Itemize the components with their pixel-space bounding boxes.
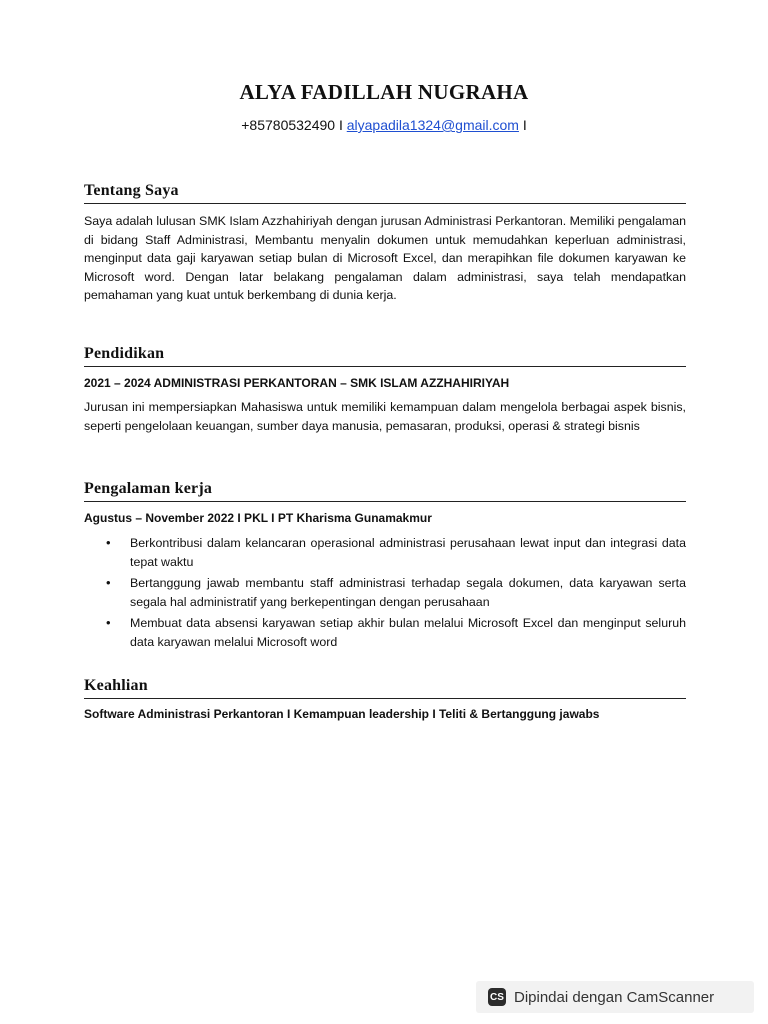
contact-separator-end: I	[522, 117, 527, 133]
camscanner-logo-icon: CS	[488, 988, 506, 1006]
experience-section	[84, 480, 686, 654]
experience-list	[84, 534, 686, 651]
camscanner-watermark	[476, 981, 754, 1013]
list-item	[106, 574, 686, 611]
list-item-text: Membuat data absensi karyawan setiap akhir bulan melalui Microsoft Excel dan menginput seluruh data karyawan melalui Microsoft word	[130, 616, 686, 649]
contact-line	[0, 117, 768, 133]
education-heading: 2021 – 2024 ADMINISTRASI PERKANTORAN – SMK ISLAM AZZHAHIRIYAH	[84, 376, 510, 390]
education-text: Jurusan ini mempersiapkan Mahasiswa untuk memiliki kemampuan dalam mengelola berbagai aspek bisnis, seperti pengelolaan keuangan, sumber daya manusia, pemasaran, produksi, operasi & strategi bisnis	[84, 400, 686, 433]
bullet-dot-icon: •	[106, 615, 111, 630]
list-item	[106, 614, 686, 651]
skills-section	[84, 677, 686, 721]
email-link[interactable]: alyapadila1324@gmail.com	[346, 117, 519, 133]
watermark-text: Dipindai dengan CamScanner	[514, 988, 715, 1006]
skills-title: Keahlian	[84, 677, 686, 699]
about-section	[84, 182, 686, 305]
experience-heading: Agustus – November 2022 I PKL I PT Kharisma Gunamakmur	[84, 511, 432, 525]
about-title: Tentang Saya	[84, 182, 686, 204]
contact-separator: I	[338, 117, 343, 133]
candidate-name: ALYA FADILLAH NUGRAHA	[239, 80, 529, 104]
bullet-dot-icon: •	[106, 575, 111, 590]
about-text: Saya adalah lulusan SMK Islam Azzhahiriyah dengan jurusan Administrasi Perkantoran. Memiliki pengalaman di bidang Staff Administrasi, Membantu menyalin dokumen untuk memudahkan keperluan administrasi, menginput data gaji karyawan setiap bulan di Microsoft Excel, dan merapihkan file dokumen karyawan ke Microsoft word. Dengan latar belakang pengalaman dalam administrasi, saya telah mendapatkan pemahaman yang kuat untuk berkembang di dunia kerja.	[84, 214, 686, 302]
list-item-text: Bertanggung jawab membantu staff administrasi terhadap segala dokumen, data karyawan serta segala hal administratif yang berkepentingan dengan perusahaan	[130, 576, 686, 609]
list-item	[106, 534, 686, 571]
phone-number: +85780532490	[241, 117, 336, 133]
experience-title: Pengalaman kerja	[84, 480, 686, 502]
bullet-dot-icon: •	[106, 535, 111, 550]
education-title: Pendidikan	[84, 345, 686, 367]
education-section	[84, 345, 686, 435]
list-item-text: Berkontribusi dalam kelancaran operasional administrasi perusahaan lewat input dan integrasi data tepat waktu	[130, 536, 686, 569]
skills-text: Software Administrasi Perkantoran I Kemampuan leadership I Teliti & Bertanggung jawabs	[84, 707, 600, 721]
